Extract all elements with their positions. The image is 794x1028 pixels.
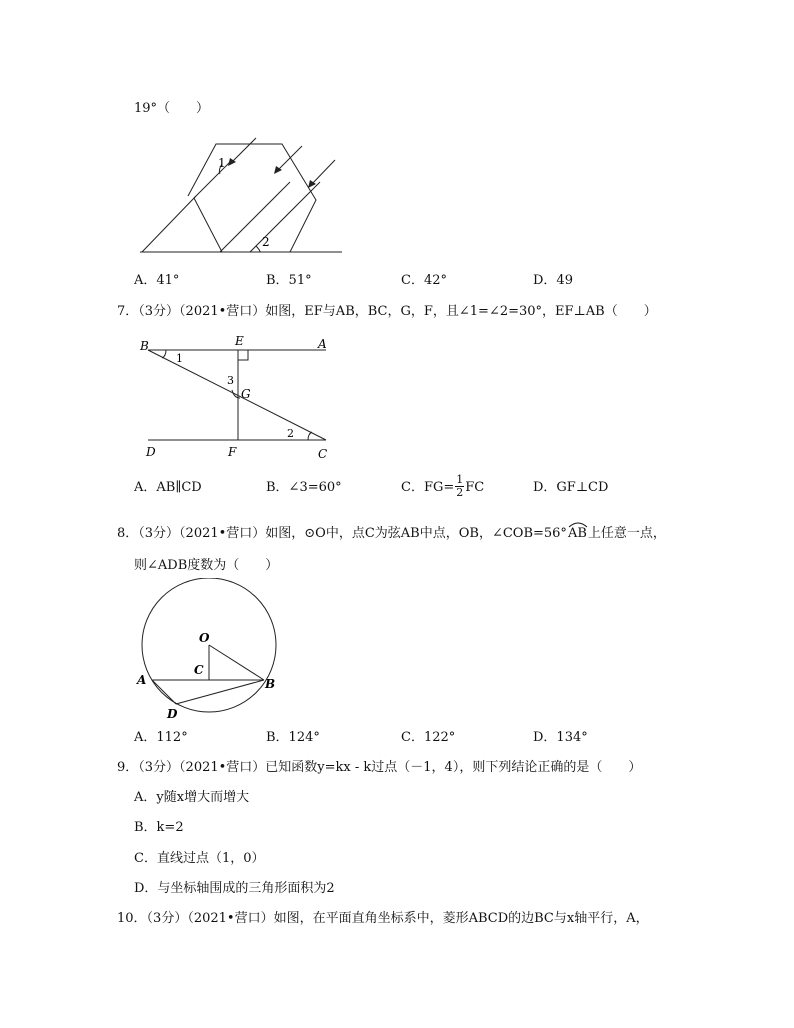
q8-arc-icon — [568, 520, 588, 528]
q6-option-b[interactable]: B．51° — [266, 273, 312, 288]
q8-stem-line1 — [117, 526, 666, 542]
q7-option-b[interactable]: B．∠3=60° — [266, 480, 342, 495]
q8-stem-part1: 8．（3分）（2021•营口）如图，⊙O中，点C为弦AB中点，OB，∠COB=56° — [117, 526, 567, 541]
q7-label-d: D — [146, 445, 156, 459]
q9-stem: 9．（3分）（2021•营口）已知函数y=kx - k过点（－1，4），则下列结论正确的是（ ） — [117, 760, 642, 775]
q9-option-b[interactable]: B．k=2 — [134, 820, 184, 835]
q6-angle2-label: 2 — [262, 235, 270, 249]
q10-stem: 10．（3分）（2021•营口）如图，在平面直角坐标系中，菱形ABCD的边BC与x轴平行，A， — [117, 911, 649, 926]
q6-angle1-label: 1 — [218, 156, 226, 170]
q6-stem-tail: 19°（ ） — [134, 101, 210, 116]
q7-label-3: 3 — [227, 374, 234, 387]
q8-arc-ab: AB — [568, 526, 587, 542]
q7-label-b: B — [140, 339, 149, 353]
q7-option-d[interactable]: D．GF⊥CD — [533, 480, 609, 495]
q8-stem-line2: 则∠ADB度数为（ ） — [134, 558, 279, 573]
q7-figure — [136, 334, 336, 464]
q7-option-c-fraction — [455, 474, 464, 499]
q7-option-c-denominator: 2 — [456, 486, 464, 499]
q8-label-o: O — [199, 631, 210, 645]
q8-label-b: B — [265, 677, 276, 691]
q7-label-2: 2 — [287, 427, 294, 440]
q7-option-c-suffix: FC — [465, 480, 485, 495]
q7-label-g: G — [241, 387, 251, 401]
q6-option-a[interactable]: A．41° — [134, 273, 180, 288]
q9-option-c[interactable]: C．直线过点（1，0） — [134, 851, 265, 866]
q8-label-a: A — [137, 673, 147, 687]
q6-option-c[interactable]: C．42° — [401, 273, 447, 288]
q7-label-a: A — [318, 337, 327, 351]
q6-option-d[interactable]: D．49 — [533, 273, 573, 288]
q7-stem: 7．（3分）（2021•营口）如图，EF与AB，BC，G，F，且∠1=∠2=30°，EF⊥AB（ ） — [117, 304, 657, 319]
q8-stem-part2: 上任意一点， — [587, 526, 666, 541]
q7-option-c[interactable] — [401, 474, 484, 504]
q8-option-c[interactable]: C．122° — [401, 730, 456, 745]
q8-option-d[interactable]: D．134° — [533, 730, 588, 745]
q9-option-d[interactable]: D．与坐标轴围成的三角形面积为2 — [134, 881, 335, 896]
q7-label-c: C — [318, 447, 328, 461]
q7-label-f: F — [228, 445, 237, 459]
q7-option-c-prefix: C．FG= — [401, 480, 455, 495]
q8-figure — [134, 578, 284, 720]
q7-option-c-numerator: 1 — [456, 473, 464, 486]
q7-label-1: 1 — [176, 352, 183, 365]
q8-label-c: C — [194, 663, 204, 677]
q7-option-a[interactable]: A．AB∥CD — [134, 480, 202, 495]
q6-figure — [130, 130, 350, 260]
q7-label-e: E — [235, 334, 244, 348]
q8-option-a[interactable]: A．112° — [134, 730, 188, 745]
q9-option-a[interactable]: A．y随x增大而增大 — [134, 790, 250, 805]
q8-option-b[interactable]: B．124° — [266, 730, 320, 745]
q8-label-d: D — [167, 707, 178, 720]
